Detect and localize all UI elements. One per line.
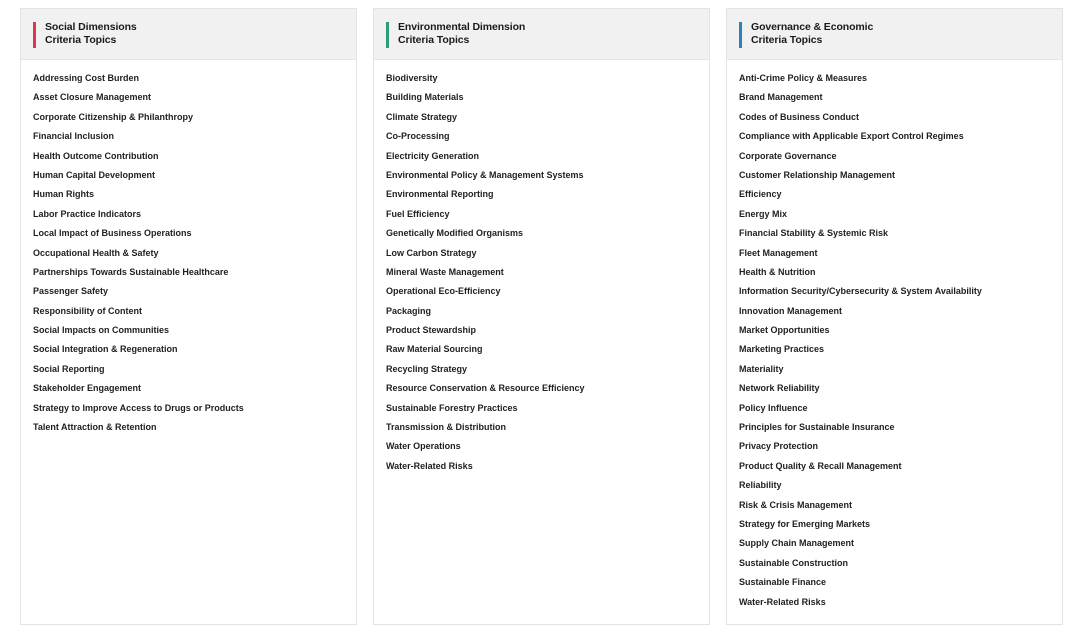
topic-item[interactable]: Risk & Crisis Management xyxy=(739,499,853,510)
topic-item[interactable]: Policy Influence xyxy=(739,402,808,413)
social-dimensions-card xyxy=(20,8,357,625)
accent-bar xyxy=(739,22,742,48)
topic-item[interactable]: Product Quality & Recall Management xyxy=(739,460,902,471)
topic-item[interactable]: Human Rights xyxy=(33,189,95,200)
topic-item[interactable]: Stakeholder Engagement xyxy=(33,383,142,394)
topic-item[interactable]: Supply Chain Management xyxy=(739,538,855,549)
topic-item[interactable]: Environmental Reporting xyxy=(386,189,494,200)
topic-item[interactable]: Materiality xyxy=(739,363,784,374)
topic-item[interactable]: Responsibility of Content xyxy=(33,305,142,316)
topic-item[interactable]: Marketing Practices xyxy=(739,344,825,355)
card-title-line2: Criteria Topics xyxy=(751,34,823,46)
topic-item[interactable]: Strategy to Improve Access to Drugs or Products xyxy=(33,402,244,413)
topic-item[interactable]: Brand Management xyxy=(739,92,823,103)
topic-item[interactable]: Efficiency xyxy=(739,189,782,200)
topic-item[interactable]: Codes of Business Conduct xyxy=(739,111,860,122)
topic-item[interactable]: Principles for Sustainable Insurance xyxy=(739,422,895,433)
card-title xyxy=(45,21,137,47)
topic-item[interactable]: Water-Related Risks xyxy=(386,460,473,471)
topic-item[interactable]: Market Opportunities xyxy=(739,325,830,336)
topic-item[interactable]: Operational Eco-Efficiency xyxy=(386,286,501,297)
topic-item[interactable]: Innovation Management xyxy=(739,305,843,316)
card-title-line1: Governance & Economic xyxy=(751,21,874,33)
topic-item[interactable]: Co-Processing xyxy=(386,131,450,142)
topic-item[interactable]: Biodiversity xyxy=(386,73,438,83)
topic-item[interactable]: Packaging xyxy=(386,305,432,316)
topic-item[interactable]: Electricity Generation xyxy=(386,150,480,161)
topic-item[interactable]: Local Impact of Business Operations xyxy=(33,228,192,239)
environmental-dimension-card xyxy=(373,8,710,625)
topic-item[interactable]: Genetically Modified Organisms xyxy=(386,228,524,239)
topic-item[interactable]: Reliability xyxy=(739,480,782,491)
topic-item[interactable]: Corporate Governance xyxy=(739,150,837,161)
topic-item[interactable]: Environmental Policy & Management Systems xyxy=(386,169,584,180)
topic-item[interactable]: Mineral Waste Management xyxy=(386,266,504,277)
topic-list xyxy=(739,72,1054,615)
card-title-line1: Environmental Dimension xyxy=(398,21,526,33)
topic-item[interactable]: Talent Attraction & Retention xyxy=(33,422,157,433)
topic-item[interactable]: Product Stewardship xyxy=(386,325,477,336)
governance-economic-card xyxy=(726,8,1063,625)
topic-item[interactable]: Strategy for Emerging Markets xyxy=(739,518,871,529)
topic-item[interactable]: Social Impacts on Communities xyxy=(33,325,170,336)
topic-item[interactable]: Water-Related Risks xyxy=(739,596,826,607)
topic-item[interactable]: Financial Stability & Systemic Risk xyxy=(739,228,889,239)
card-header xyxy=(727,9,1062,60)
topic-item[interactable]: Health Outcome Contribution xyxy=(33,150,159,161)
topic-item[interactable]: Recycling Strategy xyxy=(386,363,468,374)
card-title-line2: Criteria Topics xyxy=(398,34,470,46)
topic-item[interactable]: Resource Conservation & Resource Efficiency xyxy=(386,383,585,394)
topic-item[interactable]: Social Reporting xyxy=(33,363,105,374)
card-title-line2: Criteria Topics xyxy=(45,34,117,46)
topic-item[interactable]: Energy Mix xyxy=(739,208,788,219)
topic-item[interactable]: Health & Nutrition xyxy=(739,266,816,277)
topic-item[interactable]: Financial Inclusion xyxy=(33,131,115,142)
topic-list xyxy=(33,72,348,440)
topic-item[interactable]: Compliance with Applicable Export Control Regimes xyxy=(739,131,964,142)
topic-item[interactable]: Network Reliability xyxy=(739,383,820,394)
topic-item[interactable]: Partnerships Towards Sustainable Healthcare xyxy=(33,266,229,277)
topic-item[interactable]: Sustainable Construction xyxy=(739,557,849,568)
card-title xyxy=(751,21,873,47)
topic-item[interactable]: Sustainable Forestry Practices xyxy=(386,402,518,413)
topic-item[interactable]: Corporate Citizenship & Philanthropy xyxy=(33,111,194,122)
accent-bar xyxy=(33,22,36,48)
topic-item[interactable]: Occupational Health & Safety xyxy=(33,247,159,258)
topic-item[interactable]: Low Carbon Strategy xyxy=(386,247,477,258)
topic-item[interactable]: Privacy Protection xyxy=(739,441,819,452)
topic-item[interactable]: Fuel Efficiency xyxy=(386,208,450,219)
topic-item[interactable]: Customer Relationship Management xyxy=(739,169,896,180)
card-header xyxy=(21,9,356,60)
topic-item[interactable]: Information Security/Cybersecurity & System Availability xyxy=(739,286,982,297)
topic-item[interactable]: Transmission & Distribution xyxy=(386,422,507,433)
topic-item[interactable]: Fleet Management xyxy=(739,247,818,258)
card-header xyxy=(374,9,709,60)
topic-item[interactable]: Social Integration & Regeneration xyxy=(33,344,178,355)
topic-item[interactable]: Anti-Crime Policy & Measures xyxy=(739,73,868,83)
topic-item[interactable]: Building Materials xyxy=(386,92,464,103)
topic-list xyxy=(386,72,701,479)
topic-item[interactable]: Raw Material Sourcing xyxy=(386,344,483,355)
topic-item[interactable]: Labor Practice Indicators xyxy=(33,208,142,219)
card-title xyxy=(398,21,525,47)
topic-item[interactable]: Climate Strategy xyxy=(386,111,458,122)
topic-item[interactable]: Asset Closure Management xyxy=(33,92,152,103)
topic-item[interactable]: Passenger Safety xyxy=(33,286,109,297)
topic-item[interactable]: Human Capital Development xyxy=(33,169,156,180)
topic-item[interactable]: Addressing Cost Burden xyxy=(33,73,140,83)
topic-item[interactable]: Sustainable Finance xyxy=(739,577,827,588)
accent-bar xyxy=(386,22,389,48)
card-title-line1: Social Dimensions xyxy=(45,21,137,33)
topic-item[interactable]: Water Operations xyxy=(386,441,461,452)
